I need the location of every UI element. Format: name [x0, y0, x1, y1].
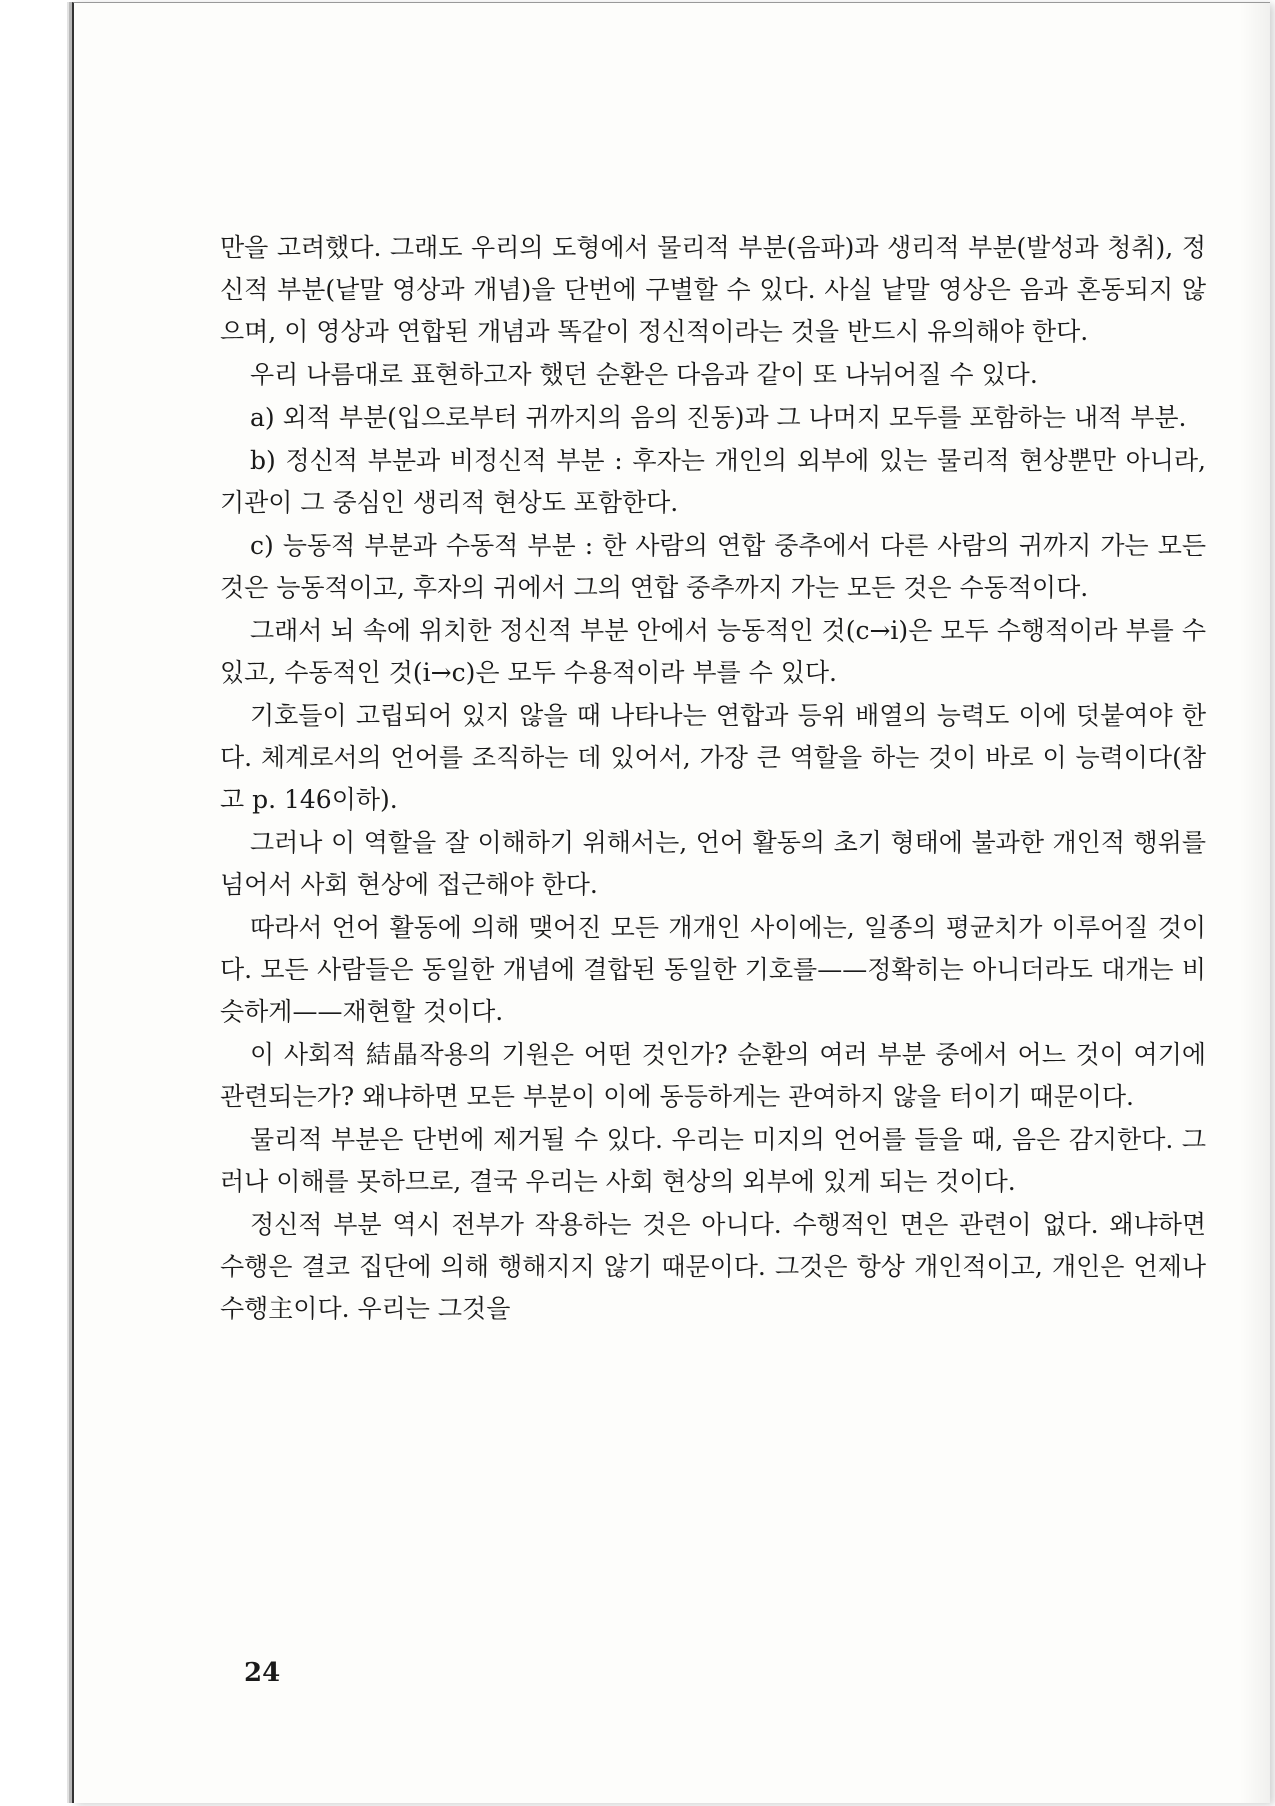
body-text	[220, 227, 1206, 1331]
paragraph-11: 물리적 부분은 단번에 제거될 수 있다. 우리는 미지의 언어를 들을 때, 음은 감지한다. 그러나 이해를 못하므로, 결국 우리는 사회 현상의 외부에 있게 되는 것이다.	[220, 1125, 1206, 1196]
paragraph-3: a) 외적 부분(입으로부터 귀까지의 음의 진동)과 그 나머지 모두를 포함하는 내적 부분.	[250, 403, 1187, 432]
paragraph-5: c) 능동적 부분과 수동적 부분 : 한 사람의 연합 중추에서 다른 사람의 귀까지 가는 모든 것은 능동적이고, 후자의 귀에서 그의 연합 중추까지 가는 모든 것은 수동적이다.	[220, 531, 1206, 602]
paragraph-4: b) 정신적 부분과 비정신적 부분 : 후자는 개인의 외부에 있는 물리적 현상뿐만 아니라, 기관이 그 중심인 생리적 현상도 포함한다.	[220, 446, 1206, 517]
page-number: 24	[244, 1658, 281, 1688]
paragraph-1: 만을 고려했다. 그래도 우리의 도형에서 물리적 부분(음파)과 생리적 부분(발성과 청취), 정신적 부분(낱말 영상과 개념)을 단번에 구별할 수 있다. 사실 낱말 영상은 음과 혼동되지 않으며, 이 영상과 연합된 개념과 똑같이 정신적이라는 것을 반드시 유의해야 한다.	[220, 233, 1206, 346]
paragraph-12: 정신적 부분 역시 전부가 작용하는 것은 아니다. 수행적인 면은 관련이 없다. 왜냐하면 수행은 결코 집단에 의해 행해지지 않기 때문이다. 그것은 항상 개인적이고, 개인은 언제나 수행主이다. 우리는 그것을	[220, 1210, 1206, 1323]
paragraph-10: 이 사회적 結晶작용의 기원은 어떤 것인가? 순환의 여러 부분 중에서 어느 것이 여기에 관련되는가? 왜냐하면 모든 부분이 이에 동등하게는 관여하지 않을 터이기 때문이다.	[220, 1040, 1206, 1111]
paragraph-8: 그러나 이 역할을 잘 이해하기 위해서는, 언어 활동의 초기 형태에 불과한 개인적 행위를 넘어서 사회 현상에 접근해야 한다.	[220, 828, 1206, 899]
paragraph-6: 그래서 뇌 속에 위치한 정신적 부분 안에서 능동적인 것(c→i)은 모두 수행적이라 부를 수 있고, 수동적인 것(i→c)은 모두 수용적이라 부를 수 있다.	[220, 616, 1206, 687]
paragraph-2: 우리 나름대로 표현하고자 했던 순환은 다음과 같이 또 나뉘어질 수 있다.	[250, 360, 1038, 389]
paragraph-7: 기호들이 고립되어 있지 않을 때 나타나는 연합과 등위 배열의 능력도 이에 덧붙여야 한다. 체계로서의 언어를 조직하는 데 있어서, 가장 큰 역할을 하는 것이 바로 이 능력이다(참고 p. 146이하).	[220, 701, 1206, 814]
paragraph-9: 따라서 언어 활동에 의해 맺어진 모든 개개인 사이에는, 일종의 평균치가 이루어질 것이다. 모든 사람들은 동일한 개념에 결합된 동일한 기호를——정확히는 아니더라도 대개는 비슷하게——재현할 것이다.	[220, 913, 1206, 1026]
book-page	[72, 2, 1270, 1803]
page-gutter-shadow	[1240, 3, 1270, 1803]
